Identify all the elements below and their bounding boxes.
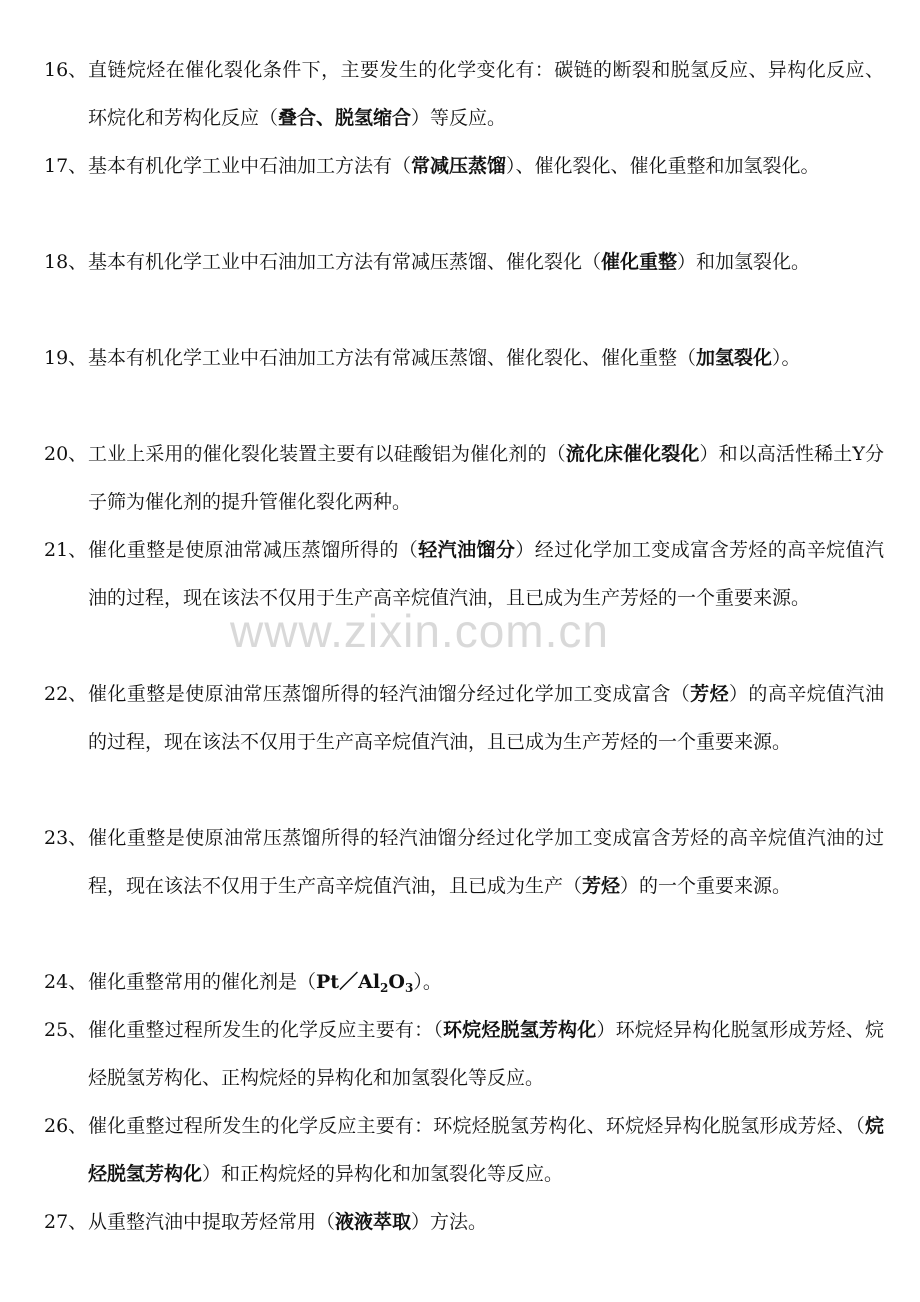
question-tail: ）和加氢裂化。 xyxy=(677,251,811,273)
answer-text: 催化重整 xyxy=(601,251,678,273)
answer-text: 液液萃取 xyxy=(335,1211,412,1233)
question-number: 18、 xyxy=(44,251,88,273)
answer-part: O xyxy=(388,971,405,993)
answer-text: 轻汽油馏分 xyxy=(418,539,516,561)
question-text xyxy=(44,334,884,382)
question-26 xyxy=(44,1102,884,1198)
question-27 xyxy=(44,1198,884,1246)
question-text xyxy=(44,670,884,766)
question-number: 27、 xyxy=(44,1211,88,1233)
question-number: 21、 xyxy=(44,539,88,561)
question-stem: 催化重整是使原油常减压蒸馏所得的（ xyxy=(88,539,419,561)
question-text xyxy=(44,814,884,910)
question-number: 16、 xyxy=(44,59,88,81)
question-16 xyxy=(44,46,884,142)
question-stem: 催化重整过程所发生的化学反应主要有：（ xyxy=(88,1019,443,1041)
question-19 xyxy=(44,334,884,382)
question-stem: 基本有机化学工业中石油加工方法有常减压蒸馏、催化裂化（ xyxy=(88,251,602,273)
question-text xyxy=(44,238,884,286)
question-stem: 基本有机化学工业中石油加工方法有常减压蒸馏、催化裂化、催化重整（ xyxy=(88,347,697,369)
question-tail: ）、催化裂化、催化重整和加氢裂化。 xyxy=(506,155,820,177)
question-number: 26、 xyxy=(44,1115,88,1137)
question-tail: ）的高辛烷值汽油的过程，现在该法不仅用于生产高辛烷值汽油，且已成为生产芳烃的一个重要来源。 xyxy=(88,683,884,753)
question-stem: 催化重整常用的催化剂是（ xyxy=(88,971,317,993)
question-tail: ）。 xyxy=(413,971,442,993)
subscript: 2 xyxy=(380,981,389,995)
question-number: 17、 xyxy=(44,155,88,177)
question-21 xyxy=(44,526,884,622)
watermark: www.zixin.com.cn xyxy=(230,605,609,657)
question-24 xyxy=(44,958,884,1012)
question-text xyxy=(44,46,884,142)
question-tail: ）等反应。 xyxy=(411,107,507,129)
answer-text: 环烷烃脱氢芳构化 xyxy=(442,1019,597,1041)
question-text xyxy=(44,958,884,1012)
question-17 xyxy=(44,142,884,190)
question-text xyxy=(44,430,884,526)
question-tail: ）环烷烃异构化脱氢形成芳烃、烷烃脱氢芳构化、正构烷烃的异构化和加氢裂化等反应。 xyxy=(88,1019,884,1089)
question-number: 25、 xyxy=(44,1019,88,1041)
question-stem: 基本有机化学工业中石油加工方法有（ xyxy=(88,155,412,177)
question-stem: 催化重整过程所发生的化学反应主要有：环烷烃脱氢芳构化、环烷烃异构化脱氢形成芳烃、（ xyxy=(88,1115,865,1137)
question-number: 24、 xyxy=(44,971,88,993)
question-text xyxy=(44,1198,884,1246)
answer-text xyxy=(316,971,413,993)
answer-part: Pt／Al xyxy=(316,971,381,993)
question-tail: ）的一个重要来源。 xyxy=(620,875,792,897)
question-tail: ）经过化学加工变成富含芳烃的高辛烷值汽油的过程，现在该法不仅用于生产高辛烷值汽油，且已成为生产芳烃的一个重要来源。 xyxy=(88,539,884,609)
question-number: 20、 xyxy=(44,443,88,465)
question-stem: 催化重整是使原油常压蒸馏所得的轻汽油馏分经过化学加工变成富含芳烃的高辛烷值汽油的过程，现在该法不仅用于生产高辛烷值汽油，且已成为生产（ xyxy=(88,827,884,897)
question-text xyxy=(44,1102,884,1198)
answer-text: 叠合、脱氢缩合 xyxy=(278,107,412,129)
question-text xyxy=(44,1006,884,1102)
answer-text: 常减压蒸馏 xyxy=(411,155,507,177)
answer-text: 芳烃 xyxy=(690,683,729,705)
question-tail: ）。 xyxy=(772,347,801,369)
question-number: 19、 xyxy=(44,347,88,369)
question-22 xyxy=(44,670,884,766)
question-18 xyxy=(44,238,884,286)
question-text xyxy=(44,142,884,190)
question-20 xyxy=(44,430,884,526)
question-tail: ）方法。 xyxy=(411,1211,488,1233)
question-number: 22、 xyxy=(44,683,88,705)
answer-text: 烷烃脱氢芳构化 xyxy=(88,1115,884,1185)
answer-text: 流化床催化裂化 xyxy=(565,443,700,465)
question-number: 23、 xyxy=(44,827,88,849)
question-tail: ）和以高活性稀土Y分子筛为催化剂的提升管催化裂化两种。 xyxy=(88,443,884,513)
question-stem: 从重整汽油中提取芳烃常用（ xyxy=(88,1211,336,1233)
question-25 xyxy=(44,1006,884,1102)
question-text xyxy=(44,526,884,622)
question-stem: 催化重整是使原油常压蒸馏所得的轻汽油馏分经过化学加工变成富含（ xyxy=(88,683,691,705)
answer-text: 芳烃 xyxy=(582,875,621,897)
subscript: 3 xyxy=(404,981,414,995)
answer-text: 加氢裂化 xyxy=(696,347,773,369)
question-stem: 工业上采用的催化裂化装置主要有以硅酸铝为催化剂的（ xyxy=(88,443,566,465)
question-23 xyxy=(44,814,884,910)
question-stem: 直链烷烃在催化裂化条件下，主要发生的化学变化有：碳链的断裂和脱氢反应、异构化反应、环烷化和芳构化反应（ xyxy=(88,59,884,129)
question-tail: ）和正构烷烃的异构化和加氢裂化等反应。 xyxy=(202,1163,564,1185)
